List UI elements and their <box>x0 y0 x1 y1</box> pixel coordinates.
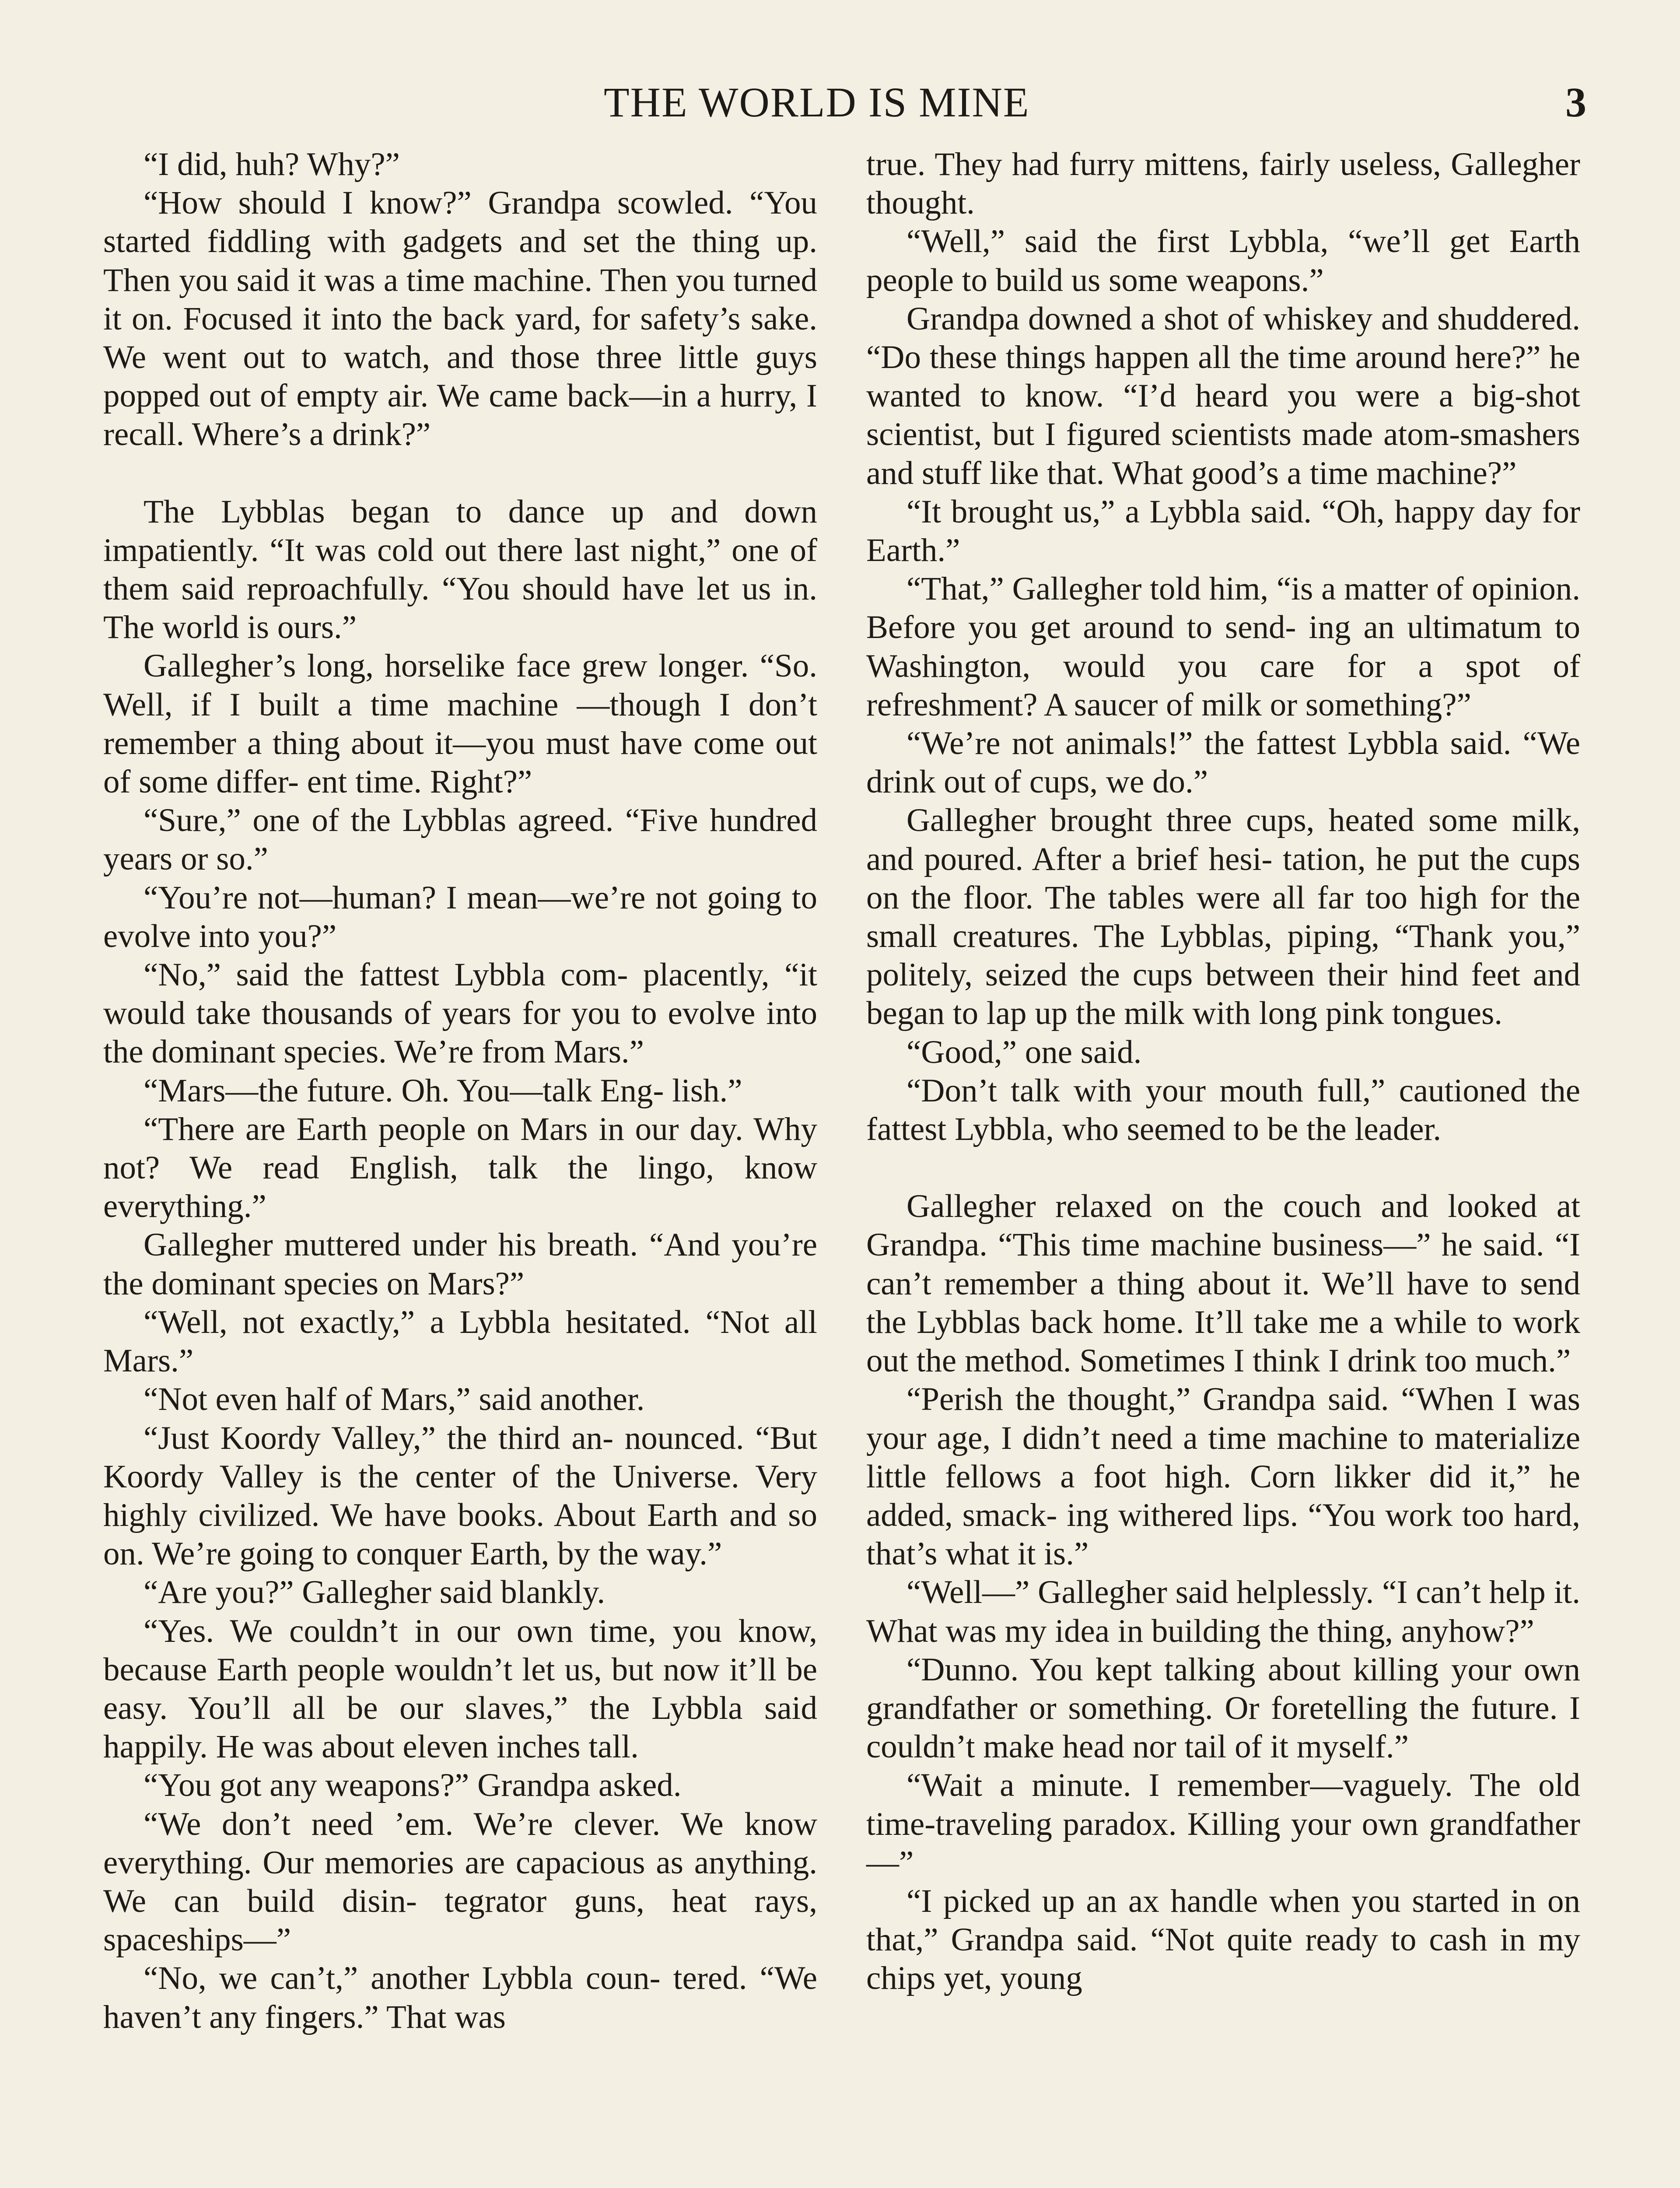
paragraph: “No,” said the fattest Lybbla com- placently, “it would take thousands of years for you to evolve into the dominant species. We’re from Mars.” <box>103 957 817 1070</box>
paragraph: Gallegher’s long, horselike face grew longer. “So. Well, if I built a time machine —though I don’t remember a thing about it—you must have come out of some differ- ent time. Right?” <box>103 648 817 800</box>
paragraph: “Sure,” one of the Lybblas agreed. “Five hundred years or so.” <box>103 802 817 877</box>
paragraph: The Lybblas began to dance up and down impatiently. “It was cold out there last night,” one of them said reproachfully. “You should have let us in. The world is ours.” <box>103 493 817 646</box>
paragraph: “Yes. We couldn’t in our own time, you know, because Earth people wouldn’t let us, but now it’ll be easy. You’ll all be our slaves,” the Lybbla said happily. He was about eleven inches tall. <box>103 1613 817 1765</box>
paragraph: Gallegher relaxed on the couch and looked at Grandpa. “This time machine business—” he said. “I can’t remember a thing about it. We’ll have to send the Lybblas back home. It’ll take me a while to work out the method. Sometimes I think I drink too much.” <box>866 1188 1580 1379</box>
paragraph: “You’re not—human? I mean—we’re not going to evolve into you?” <box>103 879 817 954</box>
paragraph: “Dunno. You kept talking about killing your own grandfather or something. Or foretelling the future. I couldn’t make head nor tail of it myself.” <box>866 1651 1580 1765</box>
paragraph: “Don’t talk with your mouth full,” cautioned the fattest Lybbla, who seemed to be the leader. <box>866 1072 1580 1148</box>
paragraph: “Not even half of Mars,” said another. <box>144 1381 645 1418</box>
paragraph: Grandpa downed a shot of whiskey and shuddered. “Do these things happen all the time around here?” he wanted to know. “I’d heard you were a big-shot scientist, but I figured scientists made atom-smashers and stuff like that. What good’s a time machine?” <box>866 300 1580 491</box>
running-title: THE WORLD IS MINE <box>604 79 1030 126</box>
paragraph: “Well—” Gallegher said helplessly. “I can’t help it. What was my idea in building the thing, anyhow?” <box>866 1574 1580 1649</box>
paragraph: “I picked up an ax handle when you started in on that,” Grandpa said. “Not quite ready to cash in my chips yet, young <box>866 1883 1580 1997</box>
paragraph: “Just Koordy Valley,” the third an- nounced. “But Koordy Valley is the center of the Universe. Very highly civilized. We have books. About Earth and so on. We’re going to conquer Earth, by the way.” <box>103 1420 817 1572</box>
paragraph: “We’re not animals!” the fattest Lybbla said. “We drink out of cups, we do.” <box>866 725 1580 800</box>
paragraph: “No, we can’t,” another Lybbla coun- tered. “We haven’t any fingers.” That was <box>103 1960 817 2035</box>
paragraph: “There are Earth people on Mars in our day. Why not? We read English, talk the lingo, know everything.” <box>103 1111 817 1225</box>
paragraph: “Well,” said the first Lybbla, “we’ll get Earth people to build us some weapons.” <box>866 223 1580 298</box>
right-column <box>866 145 1580 1998</box>
paragraph: “How should I know?” Grandpa scowled. “You started fiddling with gadgets and set the thing up. Then you said it was a time machine. Then you turned it on. Focused it into the back yard, for safety’s sake. We went out to watch, and those three little guys popped out of empty air. We came back—in a hurry, I recall. Where’s a drink?” <box>103 185 817 453</box>
paragraph: “It brought us,” a Lybbla said. “Oh, happy day for Earth.” <box>866 493 1580 569</box>
paragraph: true. They had furry mittens, fairly useless, Gallegher thought. <box>866 146 1580 221</box>
paragraph: “Well, not exactly,” a Lybbla hesitated. “Not all Mars.” <box>103 1304 817 1379</box>
paragraph: “You got any weapons?” Grandpa asked. <box>144 1767 682 1804</box>
paragraph: “Mars—the future. Oh. You—talk Eng- lish.” <box>144 1072 742 1109</box>
running-header <box>0 74 1680 140</box>
paragraph: Gallegher brought three cups, heated some milk, and poured. After a brief hesi- tation, he put the cups on the floor. The tables were all far too high for the small creatures. The Lybblas, piping, “Thank you,” politely, seized the cups between their hind feet and began to lap up the milk with long pink tongues. <box>866 802 1580 1032</box>
left-column <box>103 145 817 2037</box>
paragraph: “Are you?” Gallegher said blankly. <box>144 1574 606 1611</box>
paragraph: “Wait a minute. I remember—vaguely. The old time-traveling paradox. Killing your own grandfather—” <box>866 1767 1580 1881</box>
paragraph: “Perish the thought,” Grandpa said. “When I was your age, I didn’t need a time machine to materialize little fellows a foot high. Corn likker did it,” he added, smack- ing withered lips. “You work too hard, that’s what it is.” <box>866 1381 1580 1572</box>
paragraph: Gallegher muttered under his breath. “And you’re the dominant species on Mars?” <box>103 1227 817 1302</box>
paragraph: “We don’t need ’em. We’re clever. We know everything. Our memories are capacious as anything. We can build disin- tegrator guns, heat rays, spaceships—” <box>103 1806 817 1958</box>
page-number: 3 <box>1565 79 1586 126</box>
paragraph: “Good,” one said. <box>906 1034 1142 1070</box>
paragraph: “That,” Gallegher told him, “is a matter of opinion. Before you get around to send- ing an ultimatum to Washington, would you care for a spot of refreshment? A saucer of milk or something?” <box>866 571 1580 723</box>
paragraph: “I did, huh? Why?” <box>144 146 400 182</box>
